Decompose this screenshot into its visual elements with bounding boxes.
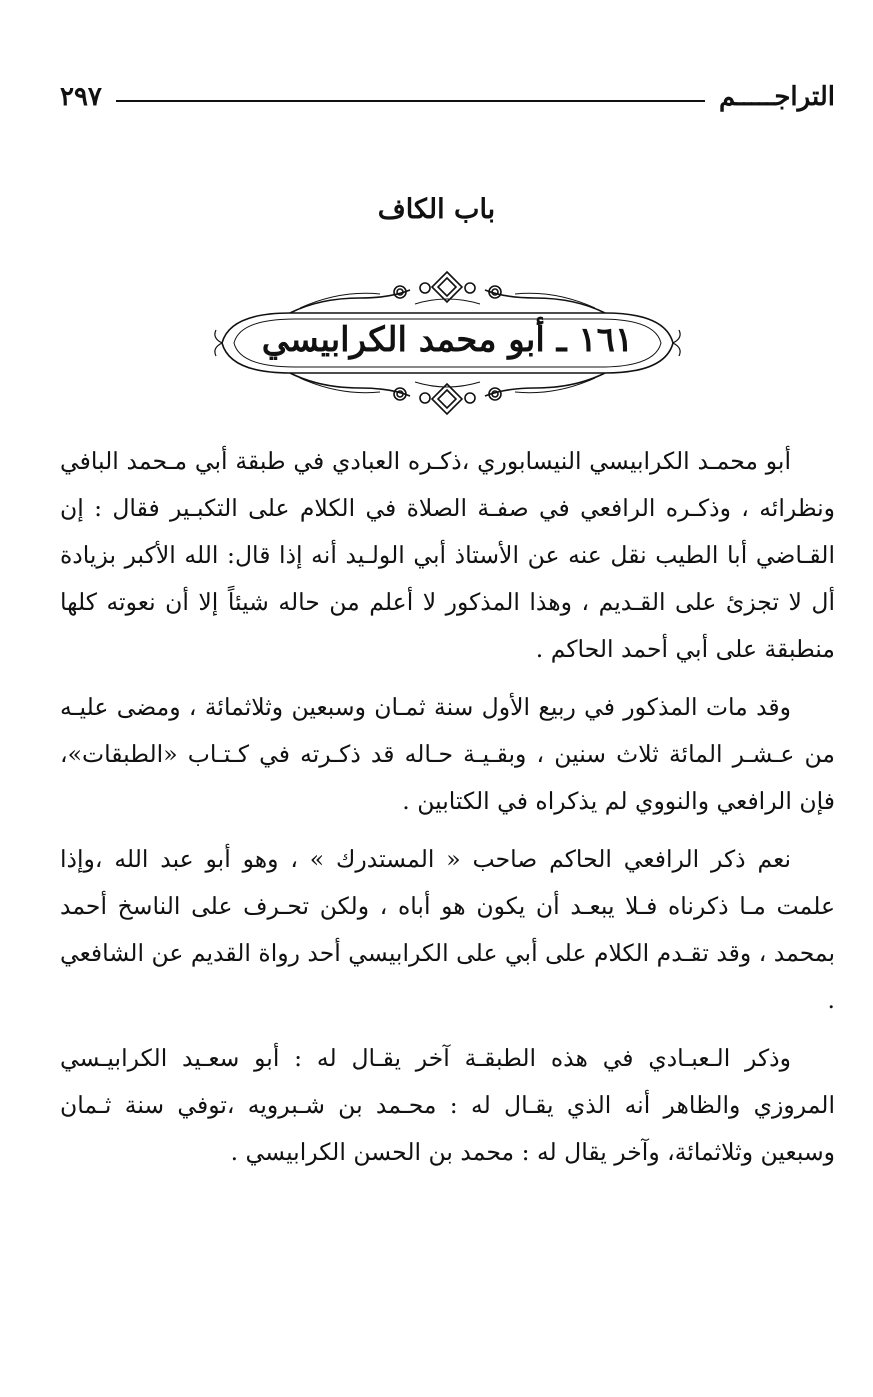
page-number: ٢٩٧ [60,82,102,112]
entry-title-frame [210,268,685,418]
header-rule [116,100,705,102]
paragraph-3: نعم ذكر الرافعي الحاكم صاحب « المستدرك » ، وهو أبو عبد الله ،وإذا علمت مـا ذكرناه فـلا يبعـد أن يكون هو أباه ، ولكن تحـرف على الناسخ أحمد بمحمد ، وقد تقـدم الكلام على أبي على الكرابيسي أحد رواة القديم عن الشافعي . [60,845,835,1014]
entry-title: ١٦١ ـ أبو محمد الكرابيسي [261,320,634,360]
body-text [60,438,835,1187]
running-title: التراجـــــم [718,82,835,112]
paragraph-4: وذكر الـعبـادي في هذه الطبقـة آخر يقـال له : أبو سعـيد الكرابيـسي المروزي والظاهر أنه الذي يقـال له : محـمد بن شـبرويه ،توفي سنة ثـمان وسبعين وثلاثمائة، وآخر يقال له : محمد بن الحسن الكرابيسي . [60,1044,835,1166]
paragraph-2: وقد مات المذكور في ربيع الأول سنة ثمـان وسبعين وثلاثمائة ، ومضى عليـه من عـشـر المائة ثلاث سنين ، وبقـيـة حـاله قد ذكـرته في كـتـاب «الطبقات»، فإن الرافعي والنووي لم يذكراه في الكتابين . [60,693,835,815]
page-header [60,74,835,120]
paragraph-1: أبو محمـد الكرابيسي النيسابوري ،ذكـره العبادي في طبقة أبي مـحمد البافي ونظرائه ، وذكـره الرافعي في صفـة الصلاة في الكلام على التكبـير فقال : إن القـاضي أبا الطيب نقل عنه عن الأستاذ أبي الولـيد أنه إذا قال: الله الأكبر بزيادة أل لا تجزئ على القـديم ، وهذا المذكور لا أعلم من حاله شيئاً إلا أن نعوته كلها منطبقة على أبي أحمد الحاكم . [60,447,835,663]
chapter-heading: باب الكاف [377,194,496,225]
